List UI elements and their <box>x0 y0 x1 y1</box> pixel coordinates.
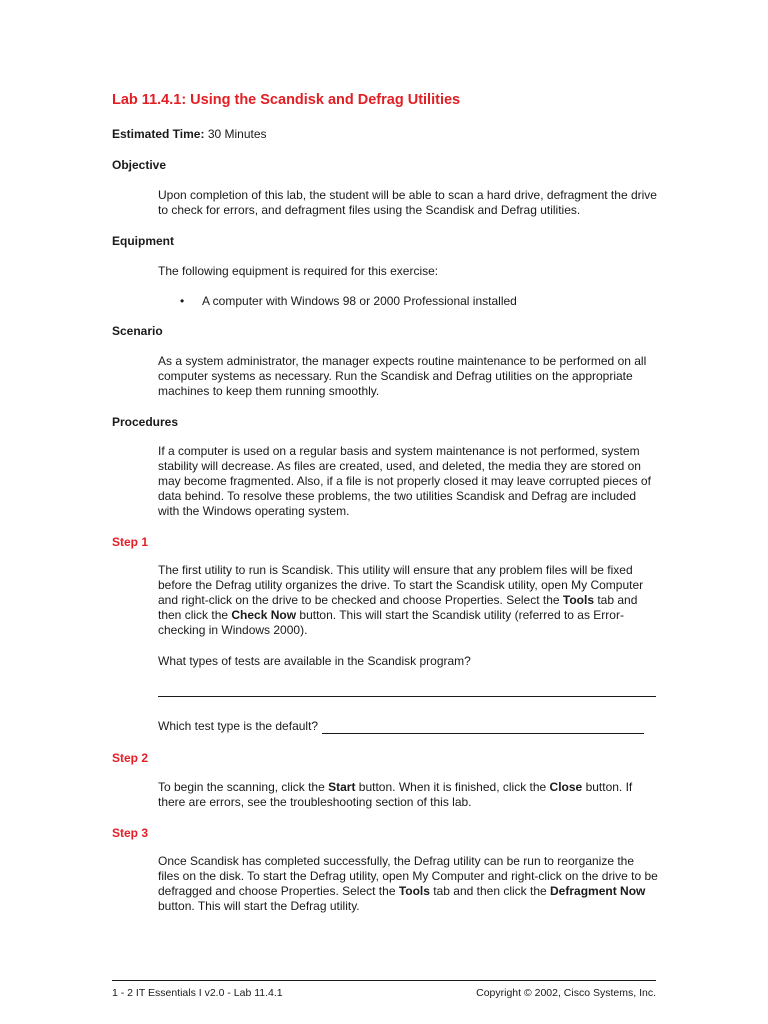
step-3-text-c: button. This will start the Defrag utility. <box>158 899 360 913</box>
step-1-text-b: tab and then click the <box>158 593 638 622</box>
step-3-heading: Step 3 <box>112 826 149 840</box>
procedures-heading: Procedures <box>112 415 179 429</box>
footer-copyright: Copyright © 2002, Cisco Systems, Inc. <box>476 987 656 999</box>
step-2-text <box>158 780 658 810</box>
estimated-time-label: Estimated Time: <box>112 127 205 141</box>
equipment-intro: The following equipment is required for this exercise: <box>158 264 439 278</box>
equipment-item-text: A computer with Windows 98 or 2000 Professional installed <box>202 294 517 308</box>
step-2-close-bold: Close <box>549 780 583 794</box>
scenario-heading: Scenario <box>112 324 163 338</box>
bullet-glyph: • <box>180 294 185 308</box>
procedures-text: If a computer is used on a regular basis and system maintenance is not performed, system stability will decrease. As files are created, used, and deleted, the media they are stored on may become fragmented. Also, if a file is not properly closed it may leave corrupted pieces of data behind. To resolve these problems, the two utilities Scandisk and Defrag are included with the Windows operating system. <box>158 444 651 518</box>
step-1-question-2-text: Which test type is the default? <box>158 719 319 733</box>
step-1-check-now-bold: Check Now <box>231 608 297 622</box>
step-3-text-a: Once Scandisk has completed successfully, the Defrag utility can be run to reorganize the files on the disk. To start the Defrag utility, open My Computer and right-click on the drive to be defragged and choose Properties. Select the <box>158 854 658 898</box>
step-3-text <box>158 854 658 914</box>
step-3-defragment-now-bold: Defragment Now <box>550 884 646 898</box>
answer-line-1[interactable] <box>158 696 656 697</box>
step-1-text-a: The first utility to run is Scandisk. This utility will ensure that any problem files will be fixed before the Defrag utility organizes the drive. To start the Scandisk utility, open My Computer and right-click on the drive to be checked and choose Properties. Select the <box>158 563 644 607</box>
answer-line-2[interactable] <box>322 721 644 734</box>
estimated-time-value: 30 Minutes <box>204 127 267 141</box>
step-1-question-1: What types of tests are available in the Scandisk program? <box>158 654 471 668</box>
step-1-heading: Step 1 <box>112 535 149 549</box>
equipment-heading: Equipment <box>112 234 174 248</box>
step-2-start-bold: Start <box>328 780 356 794</box>
objective-heading: Objective <box>112 158 167 172</box>
step-2-text-a: To begin the scanning, click the <box>158 780 329 794</box>
scenario-text: As a system administrator, the manager expects routine maintenance to be performed on all computer systems as necessary. Run the Scandisk and Defrag utilities on the appropriate machines to keep them running smoothly. <box>158 354 647 398</box>
step-1-text <box>158 563 658 638</box>
footer-page-info: 1 - 2 IT Essentials I v2.0 - Lab 11.4.1 <box>112 987 283 999</box>
step-2-text-c: button. If there are errors, see the troubleshooting section of this lab. <box>158 780 633 809</box>
step-2-heading: Step 2 <box>112 751 149 765</box>
page-title: Lab 11.4.1: Using the Scandisk and Defrag Utilities <box>112 92 461 108</box>
objective-text: Upon completion of this lab, the student will be able to scan a hard drive, defragment the drive to check for errors, and defragment files using the Scandisk and Defrag utilities. <box>158 188 657 217</box>
step-3-tools-bold: Tools <box>398 884 430 898</box>
step-3-text-b: tab and then click the <box>429 884 551 898</box>
step-2-text-b: button. When it is finished, click the <box>355 780 550 794</box>
footer-divider <box>112 980 656 981</box>
step-1-text-c: button. This will start the Scandisk utility (referred to as Error-checking in Windows 2000). <box>158 608 624 637</box>
equipment-list-item <box>180 294 517 309</box>
step-1-tools-bold: Tools <box>562 593 595 607</box>
estimated-time <box>112 127 267 141</box>
step-1-question-2 <box>158 719 644 734</box>
